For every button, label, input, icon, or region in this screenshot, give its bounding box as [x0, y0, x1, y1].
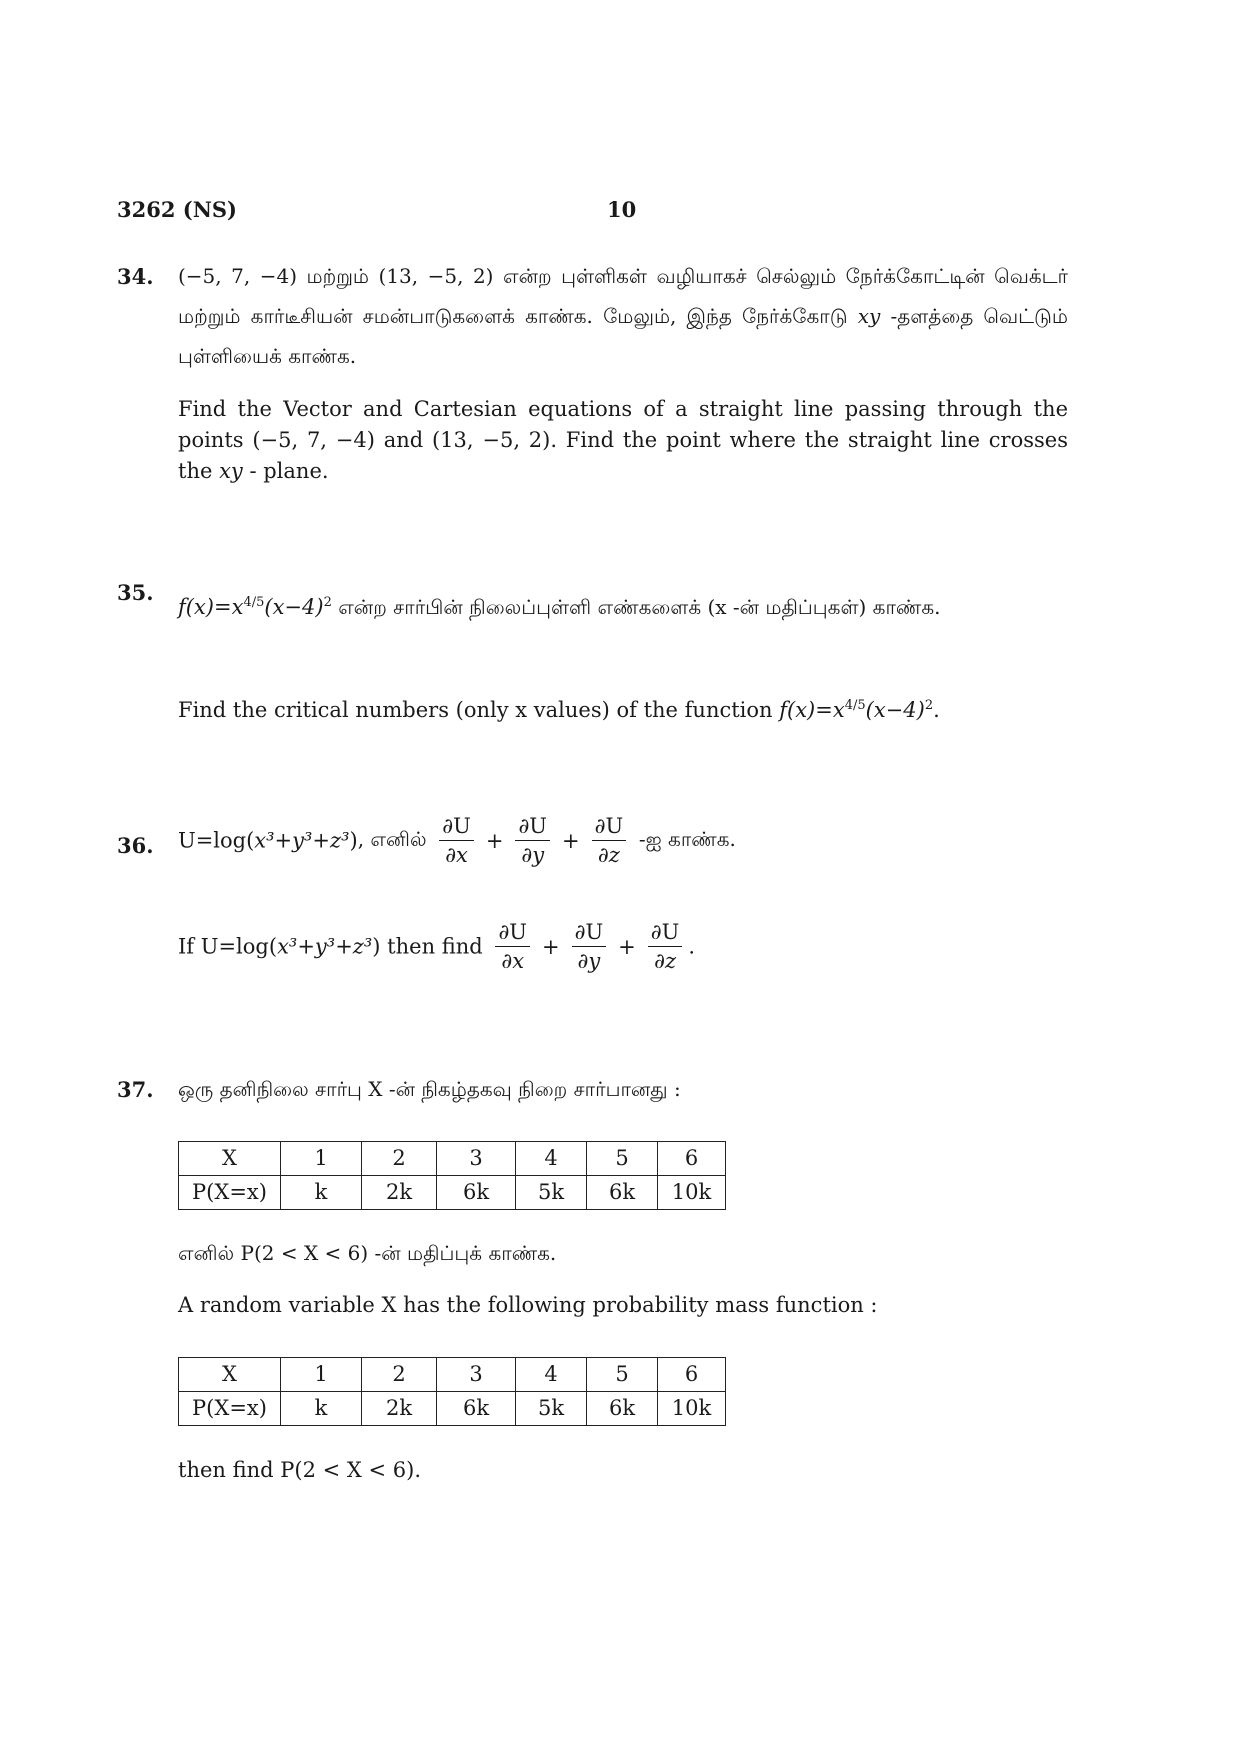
table-cell: 2k: [362, 1176, 437, 1210]
q37-english-intro: A random variable X has the following probability mass function :: [178, 1293, 878, 1317]
table-cell: 6: [658, 1142, 726, 1176]
q35-function-english: $f(x)=x^{4/5}(x-4)^2$: [779, 698, 934, 722]
table-row: [179, 1142, 726, 1176]
table-cell: 5k: [516, 1176, 587, 1210]
table-cell: 6k: [437, 1392, 516, 1426]
partial-u-z: $\frac{\partial U}{\partial z}$: [592, 812, 627, 869]
table-cell: 2k: [362, 1392, 437, 1426]
partial-u-x: $\frac{\partial U}{\partial x}$: [439, 812, 474, 869]
q35-tamil-text: $f(x)=x^{4/5}(x-4)^2$ என்ற சார்பின் நிலைப்புள்ளி எண்களைக் (x -ன் மதிப்புகள்) காண்க.: [178, 595, 941, 619]
q36-tamil-text: U=log(x³+y³+z³), எனில் $\frac{\partial U}{\partial x}$ + $\frac{\partial U}{\partial y}$ + $\frac{\partial U}{\partial z}$ -ஐ காண்க.: [178, 814, 736, 867]
table-cell: 6: [658, 1358, 726, 1392]
pmf-table-english: [178, 1357, 726, 1426]
question-number-35: 35.: [117, 580, 154, 605]
q36-u-definition: U=log(x³+y³+z³): [178, 828, 358, 853]
question-number-37: 37.: [117, 1077, 154, 1102]
table-cell: 10k: [658, 1176, 726, 1210]
table-cell: 1: [281, 1142, 362, 1176]
table-cell: 4: [516, 1142, 587, 1176]
q34-tamil-text: (−5, 7, −4) மற்றும் (13, −5, 2) என்ற புள்ளிகள் வழியாகச் செல்லும் நேர்க்கோட்டின் வெக்டர் மற்றும் கார்டீசியன் சமன்பாடுகளைக் காண்க. மேலும், இந்த நேர்க்கோடு xy -தளத்தை வெட்டும் புள்ளியைக் காண்க.: [178, 264, 1068, 368]
q37-english-after: then find P(2 < X < 6).: [178, 1458, 421, 1482]
table-cell: 2: [362, 1358, 437, 1392]
table-cell: 4: [516, 1358, 587, 1392]
table-cell: X: [179, 1142, 281, 1176]
table-row: [179, 1358, 726, 1392]
partial-u-y: $\frac{\partial U}{\partial y}$: [515, 812, 550, 869]
partial-u-y-en: $\frac{\partial U}{\partial y}$: [572, 918, 607, 975]
paper-code: 3262 (NS): [117, 197, 237, 222]
table-cell: 10k: [658, 1392, 726, 1426]
table-row: [179, 1176, 726, 1210]
table-cell: 3: [437, 1358, 516, 1392]
q37-tamil-after: எனில் P(2 < X < 6) -ன் மதிப்புக் காண்க.: [178, 1241, 557, 1265]
table-cell: P(X=x): [179, 1392, 281, 1426]
table-cell: X: [179, 1358, 281, 1392]
q35-function-tamil: $f(x)=x^{4/5}(x-4)^2$: [178, 595, 332, 619]
table-cell: 6k: [437, 1176, 516, 1210]
question-number-34: 34.: [117, 264, 154, 289]
table-cell: 5: [587, 1142, 658, 1176]
page-number: 10: [607, 197, 637, 222]
pmf-table-tamil: [178, 1141, 726, 1210]
table-cell: 5: [587, 1358, 658, 1392]
table-cell: P(X=x): [179, 1176, 281, 1210]
partial-u-x-en: $\frac{\partial U}{\partial x}$: [495, 918, 530, 975]
question-number-36: 36.: [117, 833, 154, 858]
table-cell: 1: [281, 1358, 362, 1392]
table-cell: 6k: [587, 1392, 658, 1426]
table-row: [179, 1392, 726, 1426]
q37-tamil-intro: ஒரு தனிநிலை சார்பு X -ன் நிகழ்தகவு நிறை சார்பானது :: [178, 1077, 681, 1101]
table-cell: 6k: [587, 1176, 658, 1210]
table-cell: 3: [437, 1142, 516, 1176]
q34-english-text: Find the Vector and Cartesian equations of a straight line passing through the points (−5, 7, −4) and (13, −5, 2). Find the point where the straight line crosses the xy - plane.: [178, 397, 1068, 483]
q35-english-text: Find the critical numbers (only x values) of the function $f(x)=x^{4/5}(x-4)^2$.: [178, 698, 940, 722]
table-cell: 5k: [516, 1392, 587, 1426]
q36-english-text: If U=log(x³+y³+z³) then find $\frac{\partial U}{\partial x}$ + $\frac{\partial U}{\partial y}$ + $\frac{\partial U}{\partial z}$ .: [178, 920, 696, 973]
table-cell: k: [281, 1176, 362, 1210]
partial-u-z-en: $\frac{\partial U}{\partial z}$: [648, 918, 683, 975]
table-cell: k: [281, 1392, 362, 1426]
table-cell: 2: [362, 1142, 437, 1176]
